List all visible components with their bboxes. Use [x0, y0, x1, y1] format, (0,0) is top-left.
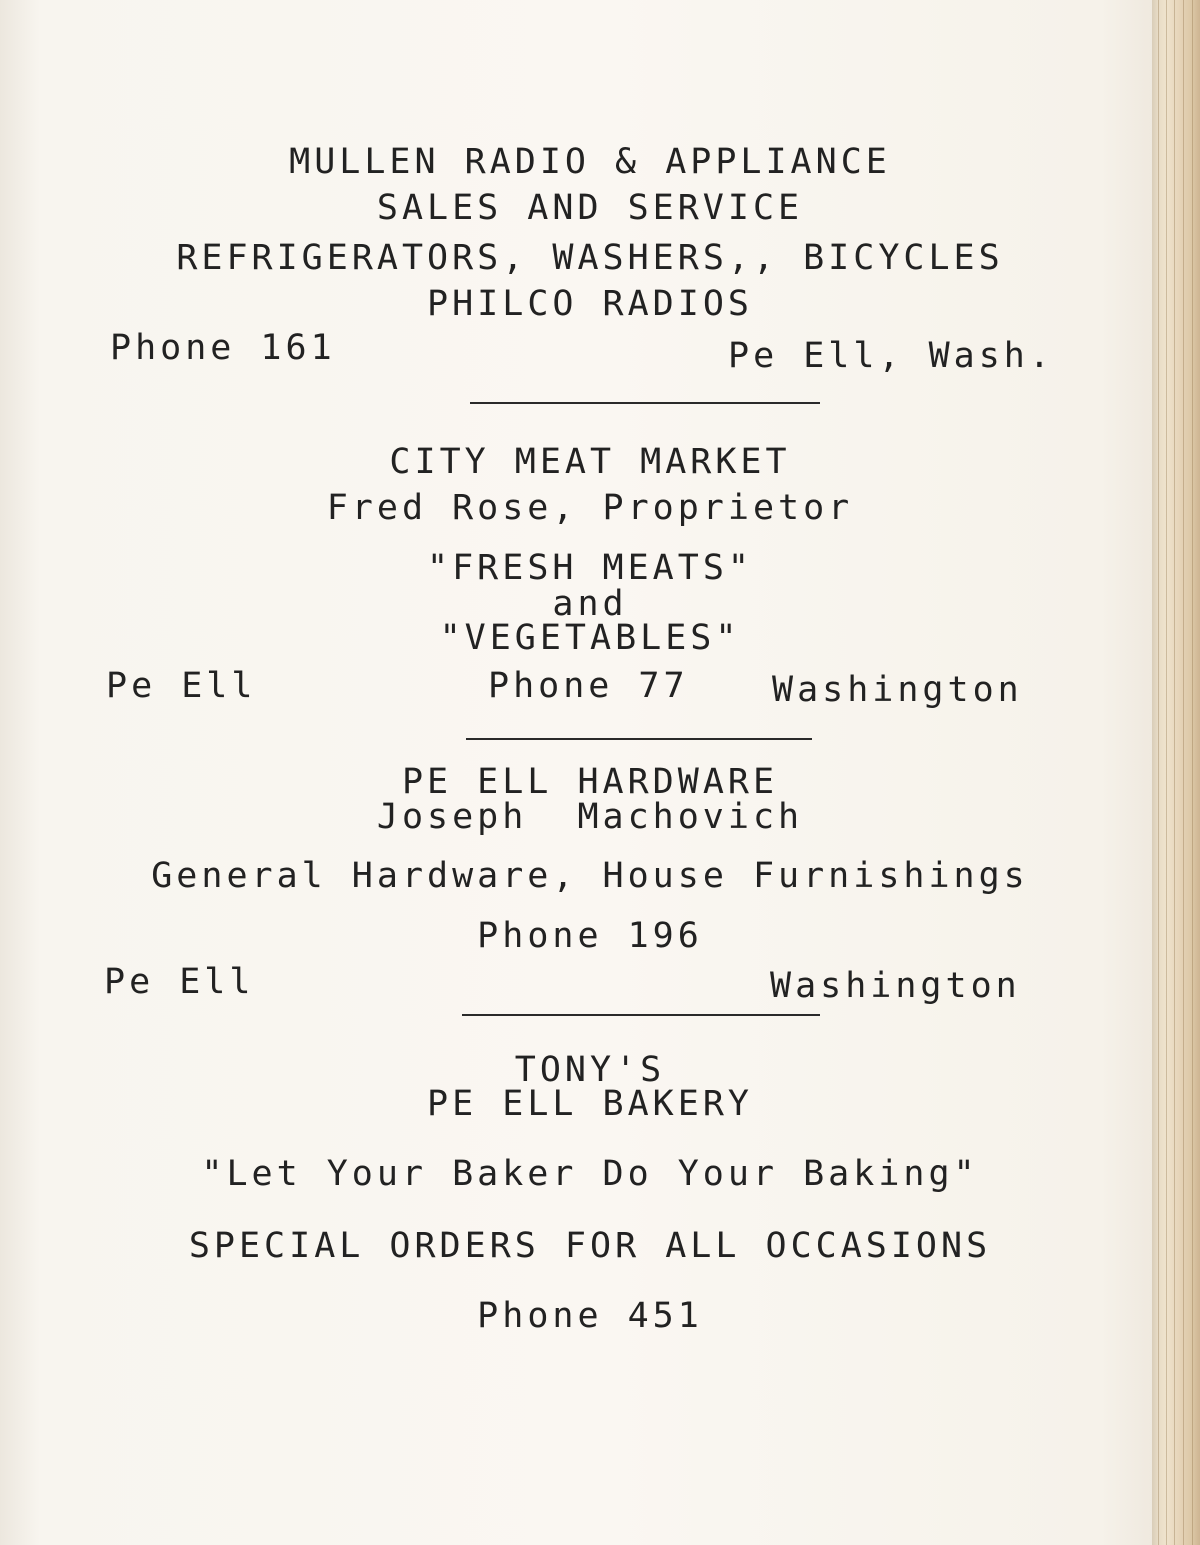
- hardware-town: Pe Ell: [104, 962, 255, 1002]
- city-meat-town: Pe Ell: [106, 666, 257, 706]
- book-page-edges: [1152, 0, 1200, 1545]
- mullen-phone: Phone 161: [110, 328, 336, 368]
- mullen-brand: PHILCO RADIOS: [427, 284, 753, 324]
- city-meat-phone: Phone 77: [488, 666, 689, 706]
- hardware-owner: Joseph Machovich: [376, 797, 804, 837]
- bakery-slogan: "Let Your Baker Do Your Baking": [201, 1154, 979, 1194]
- city-meat-name: CITY MEAT MARKET: [389, 442, 791, 482]
- hardware-description: General Hardware, House Furnishings: [151, 856, 1029, 896]
- hardware-name: PE ELL HARDWARE: [401, 762, 779, 802]
- divider-rule: [462, 1014, 820, 1016]
- mullen-services: SALES AND SERVICE: [376, 188, 804, 228]
- mullen-name: MULLEN RADIO & APPLIANCE: [289, 142, 891, 182]
- bakery-special-orders: SPECIAL ORDERS FOR ALL OCCASIONS: [188, 1226, 992, 1266]
- divider-rule: [470, 402, 820, 404]
- bakery-name: TONY'S: [514, 1050, 666, 1090]
- city-meat-proprietor: Fred Rose, Proprietor: [326, 488, 854, 528]
- mullen-products: REFRIGERATORS, WASHERS,, BICYCLES: [176, 238, 1004, 278]
- city-meat-fresh-meats: "FRESH MEATS": [427, 548, 753, 588]
- hardware-state: Washington: [770, 966, 1021, 1006]
- hardware-phone: Phone 196: [477, 916, 703, 956]
- city-meat-state: Washington: [772, 670, 1023, 710]
- mullen-location: Pe Ell, Wash.: [728, 336, 1054, 376]
- bakery-name-line2: PE ELL BAKERY: [427, 1084, 753, 1124]
- bakery-phone: Phone 451: [477, 1296, 703, 1336]
- divider-rule: [466, 738, 812, 740]
- city-meat-vegetables: "VEGETABLES": [439, 618, 741, 658]
- city-meat-and: and: [552, 584, 628, 624]
